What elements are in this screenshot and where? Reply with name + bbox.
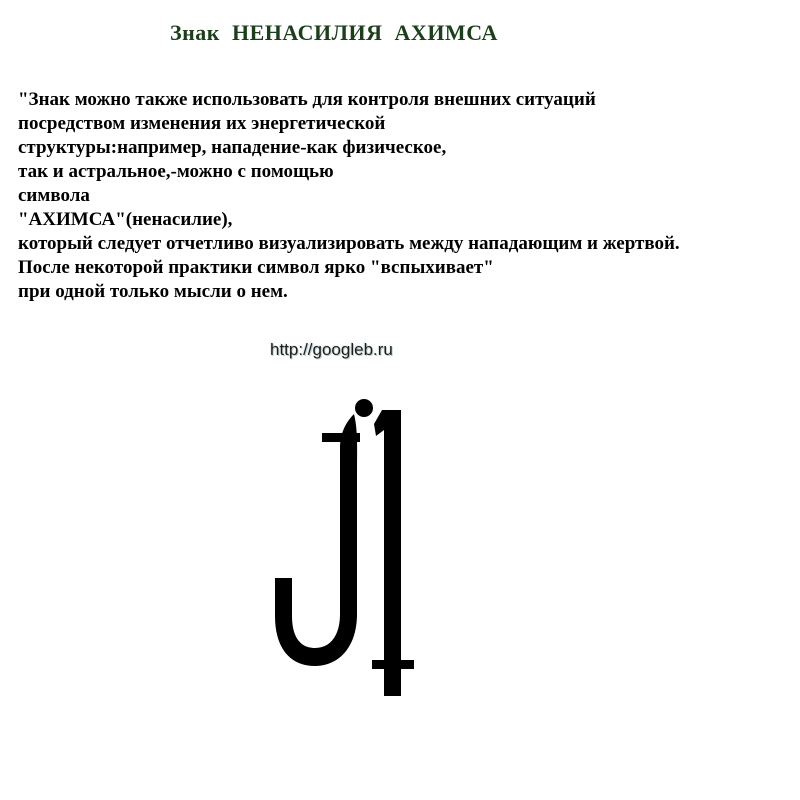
quote-line: при одной только мысли о нем. (18, 281, 288, 302)
quote-line: "Знак можно также использовать для контроля внешних ситуаций (18, 89, 596, 110)
quote-line: символа (18, 185, 90, 206)
symbol-dot (355, 399, 373, 417)
quote-text (18, 88, 793, 304)
ahimsa-symbol-icon (250, 380, 450, 710)
watermark-url: http://googleb.ru (270, 340, 393, 359)
quote-line: который следует отчетливо визуализировать между нападающим и жертвой. (18, 233, 680, 254)
quote-line: структуры:например, нападение-как физическое, (18, 137, 447, 158)
symbol-right-stem (374, 410, 401, 696)
quote-line: "АХИМСА"(ненасилие), (18, 209, 233, 230)
symbol-hook (275, 414, 357, 666)
quote-line: посредством изменения их энергетической (18, 113, 386, 134)
symbol-crossbar-bottom (372, 660, 414, 669)
quote-line: После некоторой практики символ ярко "вспыхивает" (18, 257, 494, 278)
page-title: Знак НЕНАСИЛИЯ АХИМСА (170, 20, 498, 45)
quote-line: так и астральное,-можно с помощью (18, 161, 334, 182)
